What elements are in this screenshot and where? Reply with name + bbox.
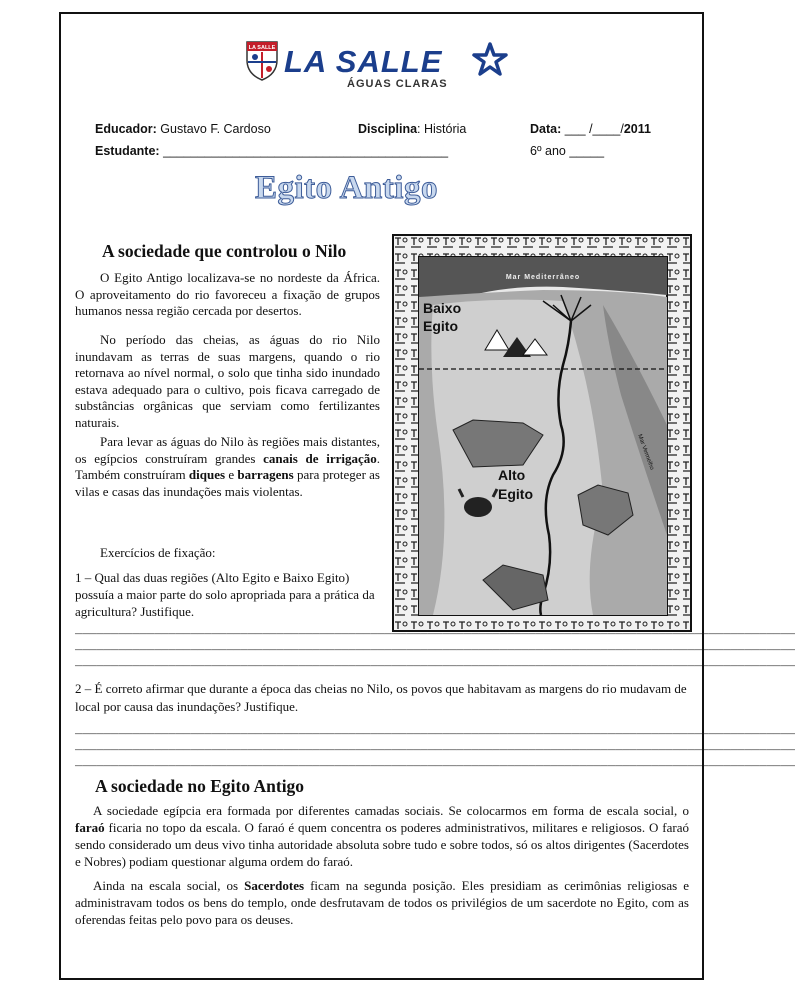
estudante-label: Estudante: bbox=[95, 144, 160, 158]
s2p2-text-a: Ainda na escala social, os bbox=[93, 878, 245, 893]
question-2: 2 – É correto afirmar que durante a época das cheias no Nilo, os povos que habitavam as margens do rio mudavam de local por causa das inundações? Justifique. bbox=[75, 681, 687, 714]
disciplina-field bbox=[358, 122, 466, 136]
answer-line: ____________________________________________________________________________________________________ bbox=[75, 623, 795, 637]
section2-heading: A sociedade no Egito Antigo bbox=[95, 776, 305, 796]
s2p1-text-a: A sociedade egípcia era formada por diferentes camadas sociais. Se colocarmos em forma de escala social, o bbox=[93, 803, 689, 818]
page-title: Egito Antigo bbox=[255, 170, 438, 206]
star-icon bbox=[472, 42, 508, 76]
sea-label: Mar Mediterrâneo bbox=[505, 274, 581, 281]
p3-text-c: . Também construíram bbox=[75, 450, 380, 482]
p3-bold-canais: canais de irrigação bbox=[263, 450, 377, 466]
answer-line: ____________________________________________________________________________________________________ bbox=[75, 639, 795, 653]
educador-value: Gustavo F. Cardoso bbox=[160, 122, 271, 136]
egypt-map-illustration bbox=[393, 235, 691, 631]
section1-paragraph-3 bbox=[75, 434, 380, 500]
logo-name: LA SALLE bbox=[284, 44, 443, 79]
shield-icon bbox=[244, 38, 280, 82]
section2-paragraph-2 bbox=[75, 877, 689, 928]
data-label: Data: bbox=[530, 122, 562, 136]
p3-text-a: Para levar as águas do Nilo às regiões mais distantes, os egípcios construíram grandes bbox=[75, 434, 380, 466]
answer-line: ____________________________________________________________________________________________________ bbox=[75, 755, 795, 769]
exercises-heading: Exercícios de fixação: bbox=[100, 545, 216, 560]
p3-bold-barragens: barragens bbox=[237, 467, 294, 482]
red-sea-label: Mar Vermelho bbox=[636, 433, 655, 471]
answer-lines-q1 bbox=[75, 622, 795, 670]
educador-field bbox=[95, 122, 271, 136]
section1-paragraph-2: No período das cheias, as águas do rio Nilo inundavam as terras de suas margens, quando o rio retornava ao nível normal, o solo que tinha sido inundado estava adequado para o cultivo, pois ficava carregado de substâncias orgânicas que serviam como fertilizantes naturais. bbox=[75, 332, 380, 430]
answer-line: ____________________________________________________________________________________________________ bbox=[75, 723, 795, 737]
alto-label-1: Alto bbox=[498, 467, 526, 483]
question-1: 1 – Qual das duas regiões (Alto Egito e Baixo Egito) possuía a maior parte do solo apropriada para a prática da agricultura? Justifique. bbox=[75, 570, 375, 619]
alto-label-2: Egito bbox=[498, 486, 533, 502]
disciplina-value: : História bbox=[417, 122, 467, 136]
shield-label: LA SALLE bbox=[248, 45, 276, 51]
s2p1-text-c: ficaria no topo da escala. O faraó é quem concentra os poderes administrativos, militares e religiosos. O faraó sendo considerado um deus vivo tinha autoridade absoluta sobre tudo e sobre todos, só os altos dirigentes (Sacerdotes e Nobres) podiam questionar alguma ordem do faraó. bbox=[75, 820, 689, 869]
educador-label: Educador: bbox=[95, 122, 157, 136]
s2p2-text-c: ficam na segunda posição. Eles presidiam as cerimônias religiosas e administravam todos os bens do templo, onde desfrutavam de todos os privilégios de um sacerdote no Egito, com as oferendas feitas pelo povo para os deuses. bbox=[75, 878, 689, 927]
data-year: 2011 bbox=[623, 122, 651, 136]
estudante-line: _________________________________________ bbox=[163, 144, 449, 158]
answer-lines-q2 bbox=[75, 722, 795, 770]
estudante-field bbox=[95, 144, 448, 158]
logo-subtitle: ÁGUAS CLARAS bbox=[347, 78, 448, 90]
answer-line: ____________________________________________________________________________________________________ bbox=[75, 739, 795, 753]
p3-text-e: e bbox=[225, 467, 238, 482]
egypt-map bbox=[393, 235, 691, 631]
school-logo bbox=[244, 38, 524, 98]
answer-line: ____________________________________________________________________________________________________ bbox=[75, 655, 795, 669]
disciplina-label: Disciplina bbox=[358, 122, 418, 136]
baixo-label-1: Baixo bbox=[423, 300, 462, 316]
s2p2-bold-sacerdotes: Sacerdotes bbox=[244, 878, 305, 893]
data-field bbox=[530, 122, 651, 136]
data-value: ___ /____/ bbox=[564, 122, 624, 136]
s2p1-bold-farao: faraó bbox=[75, 820, 105, 835]
p3-text-g: para proteger as vilas e casas das inundações mais violentas. bbox=[75, 467, 380, 499]
section1-heading: A sociedade que controlou o Nilo bbox=[102, 241, 347, 261]
section2-paragraph-1 bbox=[75, 802, 689, 870]
baixo-label-2: Egito bbox=[423, 318, 458, 334]
serie-field: 6º ano _____ bbox=[530, 144, 605, 158]
p3-bold-diques: diques bbox=[188, 467, 226, 482]
section1-paragraph-1: O Egito Antigo localizava-se no nordeste da África. O aproveitamento do rio favoreceu a fixação de grupos humanos nessa região cercada por desertos. bbox=[75, 270, 380, 318]
